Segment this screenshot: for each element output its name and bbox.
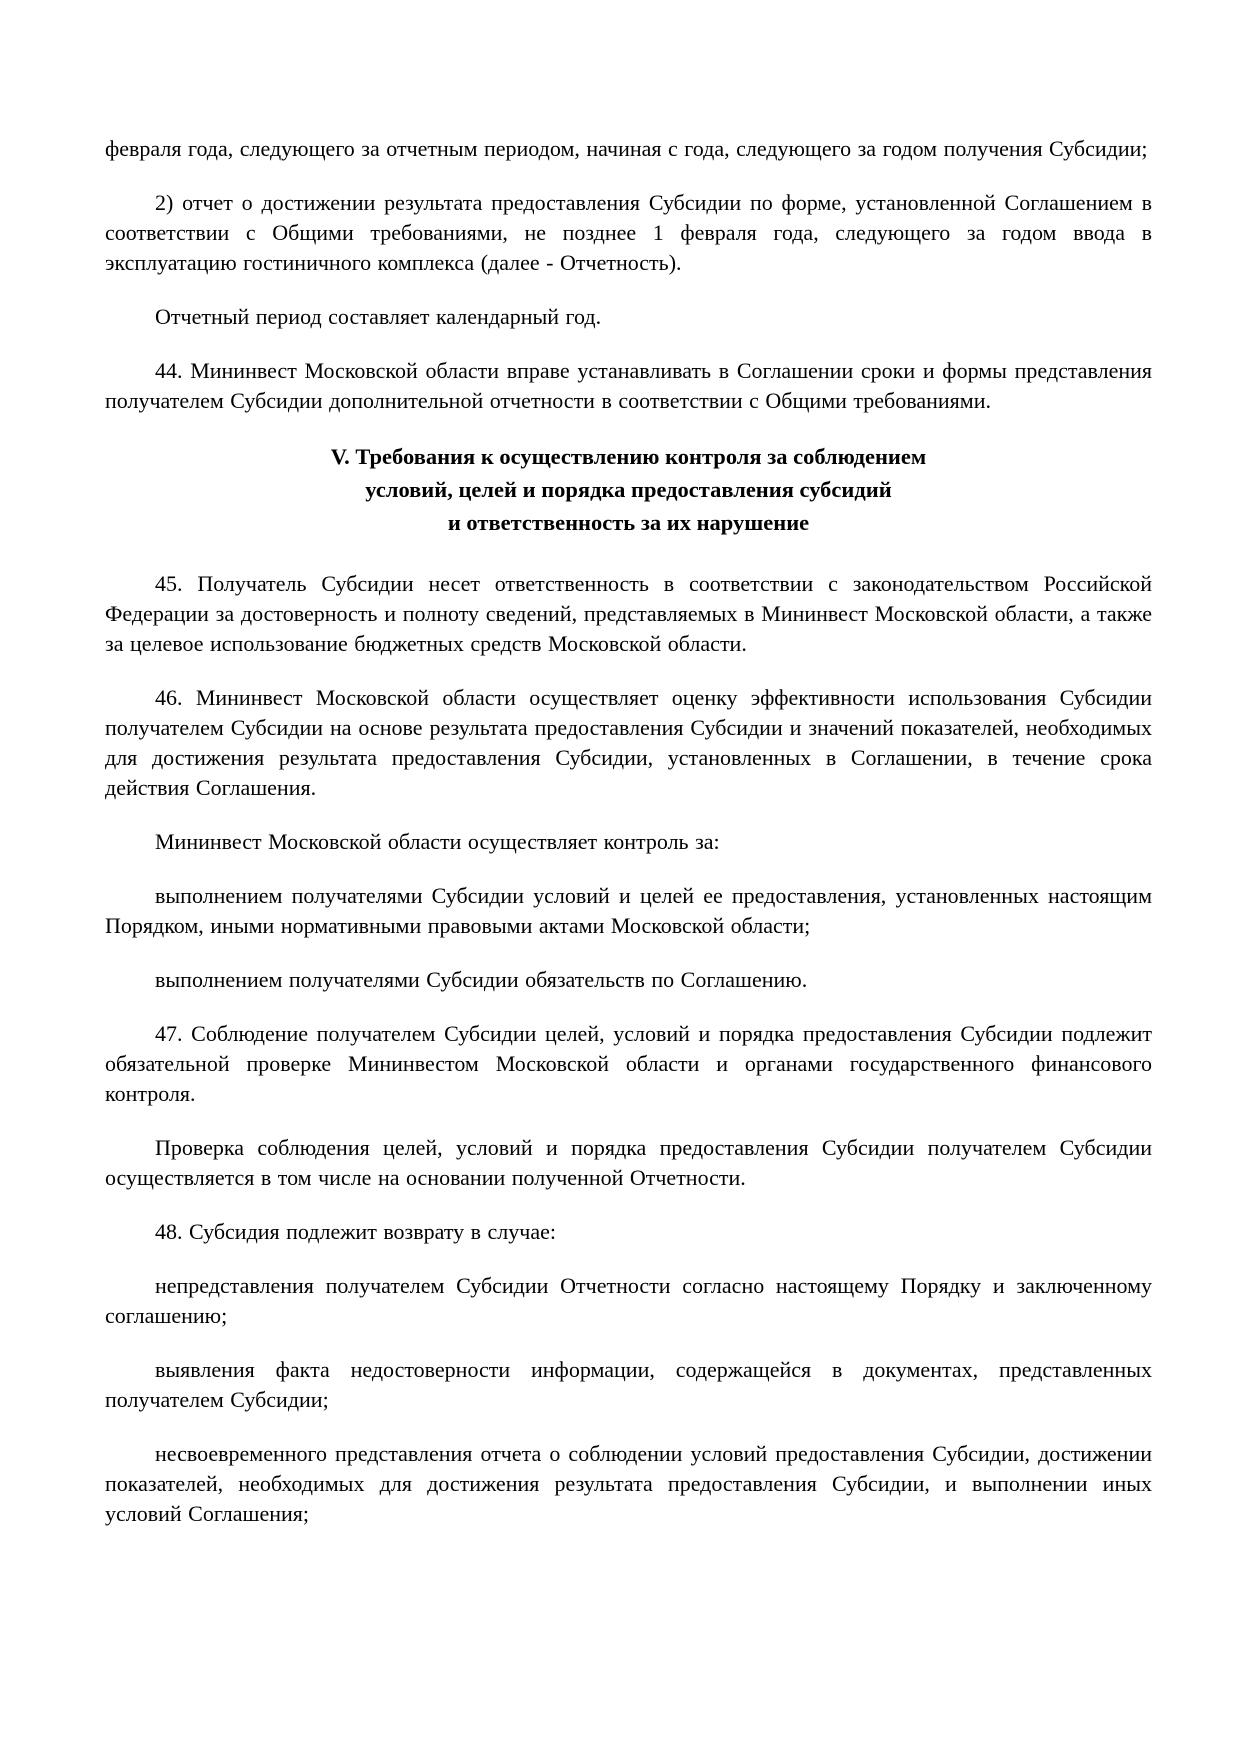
paragraph-48-case-3: несвоевременного представления отчета о соблюдении условий предоставления Субсидии, достижении показателей, необходимых для достижения результата предоставления Субсидии, и выполнении иных условий Соглашения; — [105, 1441, 1152, 1526]
paragraph-46: 46. Мининвест Московской области осуществляет оценку эффективности использования Субсидии получателем Субсидии на основе результата предоставления Субсидии и значений показателей, необходимых для достижения результата предоставления Субсидии, установленных в Соглашении, в течение срока действия Соглашения. — [105, 685, 1152, 800]
paragraph-48: 48. Субсидия подлежит возврату в случае: — [155, 1219, 556, 1244]
paragraph-46-control: Мининвест Московской области осуществляет контроль за: — [155, 829, 720, 854]
paragraph-46-control-item-1: выполнением получателями Субсидии условий и целей ее предоставления, установленных настоящим Порядком, иными нормативными правовыми актами Московской области; — [105, 883, 1152, 938]
paragraph-47-check: Проверка соблюдения целей, условий и порядка предоставления Субсидии получателем Субсидии осуществляется в том числе на основании полученной Отчетности. — [105, 1135, 1152, 1190]
paragraph-46-control-item-2: выполнением получателями Субсидии обязательств по Соглашению. — [155, 967, 808, 992]
paragraph-reporting-period: Отчетный период составляет календарный год. — [155, 304, 602, 329]
paragraph-44: 44. Мининвест Московской области вправе устанавливать в Соглашении сроки и формы представления получателем Субсидии дополнительной отчетности в соответствии с Общими требованиями. — [105, 358, 1152, 413]
paragraph-47: 47. Соблюдение получателем Субсидии целей, условий и порядка предоставления Субсидии подлежит обязательной проверке Мининвестом Московской области и органами государственного финансового контроля. — [105, 1021, 1152, 1106]
section-heading-line-2: условий, целей и порядка предоставления субсидий — [365, 477, 892, 502]
paragraph-item-2: 2) отчет о достижении результата предоставления Субсидии по форме, установленной Соглашением в соответствии с Общими требованиями, не позднее 1 февраля года, следующего за годом ввода в эксплуатацию гостиничного комплекса (далее - Отчетность). — [105, 190, 1152, 275]
paragraph-48-case-2: выявления факта недостоверности информации, содержащейся в документах, представленных получателем Субсидии; — [105, 1357, 1152, 1412]
section-heading-v — [105, 440, 1152, 539]
paragraph-45: 45. Получатель Субсидии несет ответственность в соответствии с законодательством Российской Федерации за достоверность и полноту сведений, представляемых в Мининвест Московской области, а также за целевое использование бюджетных средств Московской области. — [105, 571, 1152, 656]
section-heading-line-1: V. Требования к осуществлению контроля за соблюдением — [330, 444, 927, 469]
paragraph-continuation: февраля года, следующего за отчетным периодом, начиная с года, следующего за годом получения Субсидии; — [105, 136, 1148, 161]
section-heading-line-3: и ответственность за их нарушение — [447, 510, 810, 535]
paragraph-48-case-1: непредставления получателем Субсидии Отчетности согласно настоящему Порядку и заключенному соглашению; — [105, 1273, 1152, 1328]
